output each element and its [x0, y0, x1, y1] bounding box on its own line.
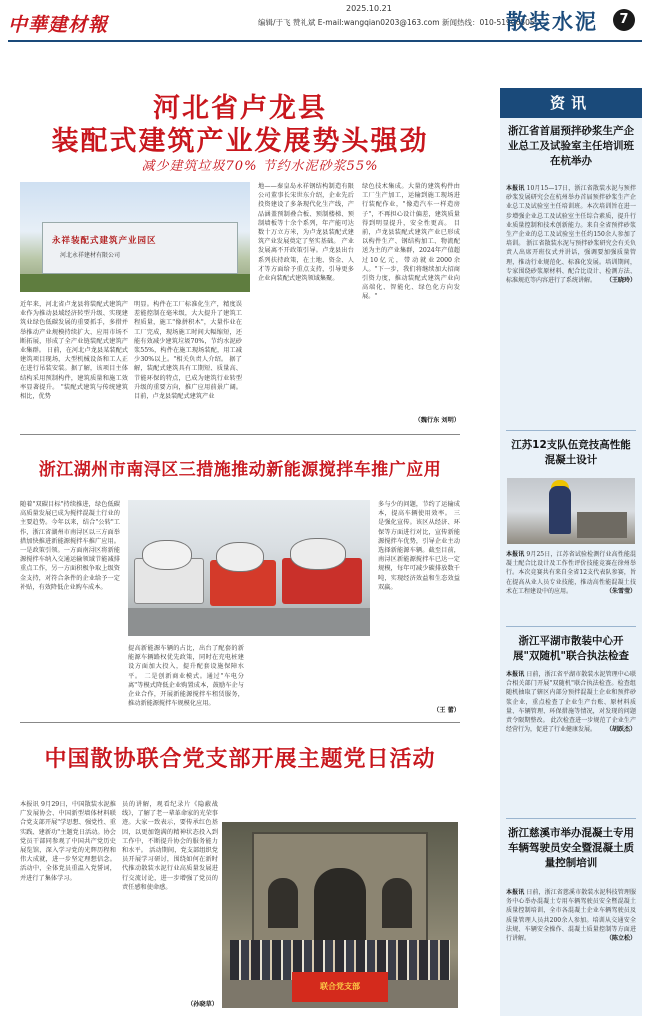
mixer-drum-3	[290, 538, 346, 570]
article1-column-1: 近年来，河北省卢龙县将装配式建筑产业作为推动县域经济转型升级、实现建筑业绿色低碳发展的重要抓手，多措并举推动产业规模持续扩大、应用市场不断拓展，形成了全产业链装配式建筑产业集群。 日前，在河北卢龙县某装配式建筑项目现场，大型机械设备和工人正在进行吊装安装。据了解，该项目主体结构采用预制构件，建筑质量和施工效率显著提升。 "装配式建筑与传统建筑相比，优势	[20, 301, 128, 401]
company-sign-text: 河北永祥建材有限公司	[60, 252, 121, 259]
news-text-2: 9月25日，江苏省试验检测行业高性能混凝土配合比设计及工作性评价技能竞赛在徐州举行。本次竞赛共有来自全省12支代表队参赛，旨在提高从业人员专业技能，推动高性能混凝土技术在工程建设中的应用。	[506, 551, 636, 595]
hall-window-right	[382, 878, 412, 928]
page-number: 7	[613, 9, 635, 31]
article1-column-3: 地——秦皇岛永祥钢结构制造有限公司董事长宋世东介绍，企业先后投资建设了多条现代化生产线，产品涵盖预制叠合板、预制楼梯、预制墙板等十余个系列，年产能可达数十万立方米，为卢龙县装配式建筑产业发展奠定了坚实基础。 产业发展离不开政策引导。卢龙县出台系列扶持政策，在土地、资金、人才等方面给予重点支持，引导更多企业向装配式建筑领域集聚。	[258, 183, 354, 283]
article1-headline-line1: 河北省卢龙县	[153, 93, 327, 124]
article2-column-2b	[250, 644, 350, 714]
article3-column-1: 本报讯 9月29日，中国散装水泥推广发展协会、中国新型墙体材料联合党支部开展"学思想、强党性、重实践、建新功"主题党日活动。协会党员干部同参观了中国共产党历史展览馆，深入学习党的光辉历程和伟大成就，进一步坚定理想信念。 活动中，全体党员重温入党誓词，并进行了集体学习。	[20, 801, 116, 882]
test-mold	[577, 512, 627, 538]
hall-window-left	[268, 878, 298, 928]
article1-byline: （魏行东 刘明）	[414, 417, 460, 424]
news-author-3: （胡跃杰）	[605, 726, 636, 734]
article1-headline-line2: 装配式建筑产业发展势头强劲	[51, 126, 429, 157]
factory-building	[42, 222, 238, 274]
news-text-4: 日前，浙江省慈溪市散装水泥科技管理服务中心举办混凝土专用车辆驾驶员安全暨混凝土质量控制培训，全市各混凝土企业车辆驾驶员及质量管理人员共200余人参加。培训从交通安全法规、车辆安全操作、混凝土质量控制等方面进行讲解。	[506, 889, 636, 943]
article2-column-2: 提高新能源车辆的占比，出台了配套的新能源车辆路权优先政策，同时在充电桩建设方面加大投入，提升配套设施保障水平。 二是创新商业模式。通过"车电分离"等模式降低企业购置成本，鼓励车企与企业合作，开展新能源搅拌车租赁服务，推动新能源搅拌车规模化应用。	[128, 645, 244, 708]
editor-info: 编辑/于飞 赞礼斌 E-mail:wangqian0203@163.com 新闻热线：010-51906505	[258, 18, 535, 27]
news-text-3: 日前，浙江省平湖市散装水泥管理中心联合相关部门开展"双随机"联合执法检查。检查组随机抽取了辖区内部分预拌混凝土企业和预拌砂浆企业，重点检查了企业生产台账、原材料质量、车辆管理、环保措施等情况，对发现的问题责令限期整改。 此次检查进一步规范了企业生产经营行为，促进了行业健康发展。	[506, 671, 636, 734]
news-lead-4: 本报讯	[506, 889, 525, 896]
section-title: 散装水泥	[506, 10, 598, 34]
party-group-photo	[222, 822, 458, 1008]
news-title-2: 江苏12支队伍竞技高性能混凝土设计	[511, 439, 631, 466]
article1-column-4: 绿色技术集成。大量的建筑构件由工厂生产加工，运输到施工现场进行装配作业，"像造汽车一样造房子"，不再担心设计偏差，建筑质量得到明显提升，安全性更高。 目前，卢龙县装配式建筑产业已形成以构件生产、钢结构加工、物流配送为主的产业集群，2024年产值超过10亿元，带动就业2000余人。"下一步，我们将继续加大招商引资力度，推动装配式建筑产业向高端化、智能化、绿色化方向发展。"	[362, 183, 460, 301]
hedge	[20, 274, 250, 292]
news-body-4	[506, 888, 636, 1012]
article3-column-2: 员的讲解，观看纪录片《隐蔽战线》，了解了老一辈革命家的光荣事迹。大家一致表示，要传承红色基因，以更加饱满的精神状态投入到工作中，不断提升协会的服务能力和水平。 活动期间，党支部组织党员开展学习研讨，围绕如何在新时代推动散装水泥行业高质量发展进行交流讨论，进一步增强了党员的责任感和使命感。	[122, 801, 218, 891]
news-title-4: 浙江慈溪市举办混凝土专用车辆驾驶员安全暨混凝土质量控制培训	[508, 827, 634, 869]
masthead-rule	[8, 40, 642, 42]
mixer-trucks-photo	[128, 500, 370, 636]
industrial-park-photo	[20, 182, 250, 292]
article2-byline: （王 蕾）	[433, 707, 460, 714]
article3-headline: 中国散协联合党支部开展主题党日活动	[44, 747, 436, 772]
article2-column-1: 随着"双碳目标"持续推进，绿色低碳高质量发展已成为搅拌混凝土行业的主要趋势。今年以来，结合"公转"工作，浙江省湖州市南浔区以三方面举措加快推进新能源搅拌车推广应用。 一是政策引领。一方面南浔区将新能源搅拌车纳入交通运输领域节能减排重点工作，另一方面积极争取上级资金支持，对符合条件的企业给予一定补贴，有效降低企业购车成本。	[20, 501, 120, 591]
concrete-worker-photo	[507, 478, 635, 544]
pavement	[128, 608, 370, 636]
news-author-2: （朱雪莹）	[605, 587, 636, 595]
party-banner: 联合党支部	[292, 972, 388, 1002]
sidebar-header: 资讯	[500, 88, 642, 118]
news-lead-1: 本报讯	[506, 185, 525, 192]
news-body-1	[506, 184, 636, 424]
mixer-drum-1	[142, 540, 192, 570]
news-lead-3: 本报讯	[506, 671, 525, 678]
sidebar-divider	[506, 626, 636, 627]
news-body-3	[506, 670, 636, 790]
news-text-1: 10月15—17日，浙江省散装水泥与预拌砂浆发展研究会在杭州举办首届预拌砂浆生产企业总工及试验室主任培训班。本次培训旨在进一步增强企业总工及试验室主任综合素质，提升行业质量控制和技术创新能力。来自全省预拌砂浆生产企业的总工及试验室主任约150余人参加了培训。 浙江省散装水泥与预拌砂浆研究会有关负责人出席开班仪式并讲话，强调要加强质量管理，推动行业规范化、标准化发展。培训期间，专家围绕砂浆原材料、配合比设计、检测方法、标准规范等内容进行了系统讲解。	[506, 185, 636, 285]
sidebar-divider	[506, 818, 636, 819]
news-author-4: （陈立松）	[605, 935, 636, 943]
worker-figure	[549, 486, 571, 534]
hall-door	[314, 868, 366, 948]
newspaper-logo: 中華建材報	[8, 14, 109, 36]
article3-byline: （孙晓草）	[187, 1001, 218, 1008]
issue-date: 2025.10.21	[346, 4, 392, 13]
article-divider	[20, 722, 460, 723]
masthead	[0, 0, 650, 46]
article-divider	[20, 434, 460, 435]
news-lead-2: 本报讯	[506, 551, 525, 558]
park-sign-text: 永祥装配式建筑产业园区	[52, 236, 157, 246]
article1-column-2: 明显。构件在工厂标准化生产，精度误差能控制在毫米级，大大提升了建筑工程质量，施工"像拼积木"，大量作业在工厂完成，现场施工时间大幅缩短，还能有效减少建筑垃圾70%，节约水泥砂浆55%，构件在施工现场装配，用工减少30%以上。"相关负责人介绍。 据了解，装配式建筑具有工期短、质量高、节能环保的特点，已成为建筑行业转型升级的重要方向，推广应用前景广阔。 目前，卢龙县装配式建筑产业	[134, 301, 242, 401]
news-title-3: 浙江平湖市散装中心开展"双随机"联合执法检查	[513, 635, 629, 662]
article1-subheadline: 减少建筑垃圾70% 节约水泥砂浆55%	[141, 159, 379, 174]
sidebar-divider	[506, 430, 636, 431]
news-body-2	[506, 550, 636, 620]
mixer-drum-2	[216, 542, 264, 572]
article2-column-3: 多与少的问题，节约了运输成本，提高车辆使用效率。 三是强化宣传。该区从经济、环保等方面进行对比，宣传新能源搅拌车优势，引导企业主动选择新能源车辆。截至目前，南浔区新能源搅拌车已达一定规模，每年可减少碳排放数千吨，实现经济效益和生态效益双赢。	[378, 501, 460, 591]
news-author-1: （王晓玲）	[605, 277, 636, 285]
article2-headline: 浙江湖州市南浔区三措施推动新能源搅拌车推广应用	[38, 460, 442, 480]
news-title-1: 浙江省首届预拌砂浆生产企业总工及试验室主任培训班在杭举办	[508, 125, 634, 167]
